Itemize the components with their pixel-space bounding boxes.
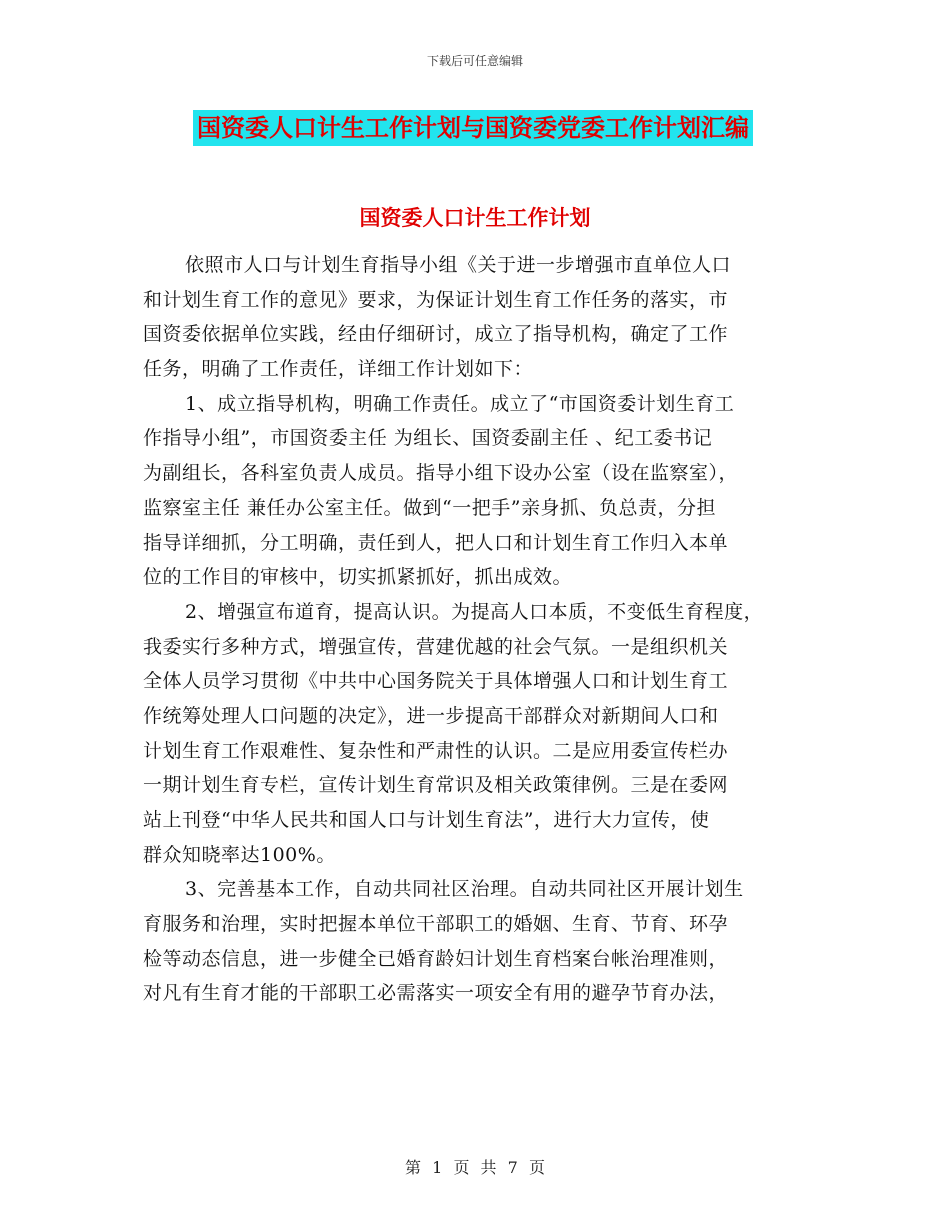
header-note: 下载后可任意编辑 <box>426 54 523 68</box>
footer-label-unit: 页 <box>453 1158 470 1177</box>
body-line: 2、增强宣布道育，提高认识。为提高人口本质，不变低生育程度， <box>185 600 764 623</box>
body-line: 依照市人口与计划生育指导小组《关于进一步增强市直单位人口 <box>185 254 732 276</box>
body-line: 我委实行多种方式，增强宣传，营建优越的社会气氛。一是组织机关 <box>143 635 729 658</box>
footer-label-total: 共 <box>480 1158 497 1177</box>
body-line: 3、完善基本工作，自动共同社区治理。自动共同社区开展计划生 <box>185 878 744 901</box>
body-line: 作统筹处理人口问题的决定》，进一步提高干部群众对新期间人口和 <box>143 704 719 727</box>
body-line: 检等动态信息，进一步健全已婚育龄妇计划生育档案台帐治理准则， <box>143 947 729 970</box>
body-line: 群众知晓率达100%。 <box>143 843 336 866</box>
body-line: 计划生育工作艰难性、复杂性和严肃性的认识。二是应用委宣传栏办 <box>143 739 729 762</box>
footer-total-pages: 7 <box>507 1158 518 1177</box>
body-line: 监察室主任 兼任办公室主任。做到“一把手”亲身抓、负总责，分担 <box>143 496 716 519</box>
body-text <box>143 248 813 1011</box>
section-title: 国资委人口计生工作计划 <box>359 206 591 230</box>
footer-current-page: 1 <box>432 1158 443 1177</box>
body-line: 位的工作目的审核中，切实抓紧抓好，抓出成效。 <box>143 566 573 589</box>
footer-label-unit-2: 页 <box>528 1158 545 1177</box>
body-line: 作指导小组”，市国资委主任 为组长、国资委副主任 、纪工委书记 <box>143 427 713 450</box>
body-line: 全体人员学习贯彻《中共中心国务院关于具体增强人口和计划生育工 <box>143 670 729 693</box>
body-line: 育服务和治理，实时把握本单位干部职工的婚姻、生育、节育、环孕 <box>143 913 729 936</box>
body-line: 任务，明确了工作责任，详细工作计划如下： <box>143 358 534 381</box>
body-line: 站上刊登“中华人民共和国人口与计划生育法”，进行大力宣传，使 <box>143 809 710 831</box>
document-main-title: 国资委人口计生工作计划与国资委党委工作计划汇编 <box>193 110 753 146</box>
body-line: 对凡有生育才能的干部职工必需落实一项安全有用的避孕节育办法， <box>143 982 729 1005</box>
body-line: 为副组长，各科室负责人成员。指导小组下设办公室（设在监察室）， <box>143 462 739 485</box>
body-line: 1、成立指导机构，明确工作责任。成立了“市国资委计划生育工 <box>185 392 735 415</box>
body-line: 一期计划生育专栏，宣传计划生育常识及相关政策律例。三是在委网 <box>143 774 729 797</box>
body-line: 和计划生育工作的意见》要求，为保证计划生育工作任务的落实，市 <box>143 288 729 311</box>
page-footer <box>0 1155 950 1178</box>
body-line: 指导详细抓，分工明确，责任到人，把人口和计划生育工作归入本单 <box>143 531 729 554</box>
footer-label-page: 第 <box>405 1158 422 1177</box>
body-line: 国资委依据单位实践，经由仔细研讨，成立了指导机构，确定了工作 <box>143 323 729 346</box>
